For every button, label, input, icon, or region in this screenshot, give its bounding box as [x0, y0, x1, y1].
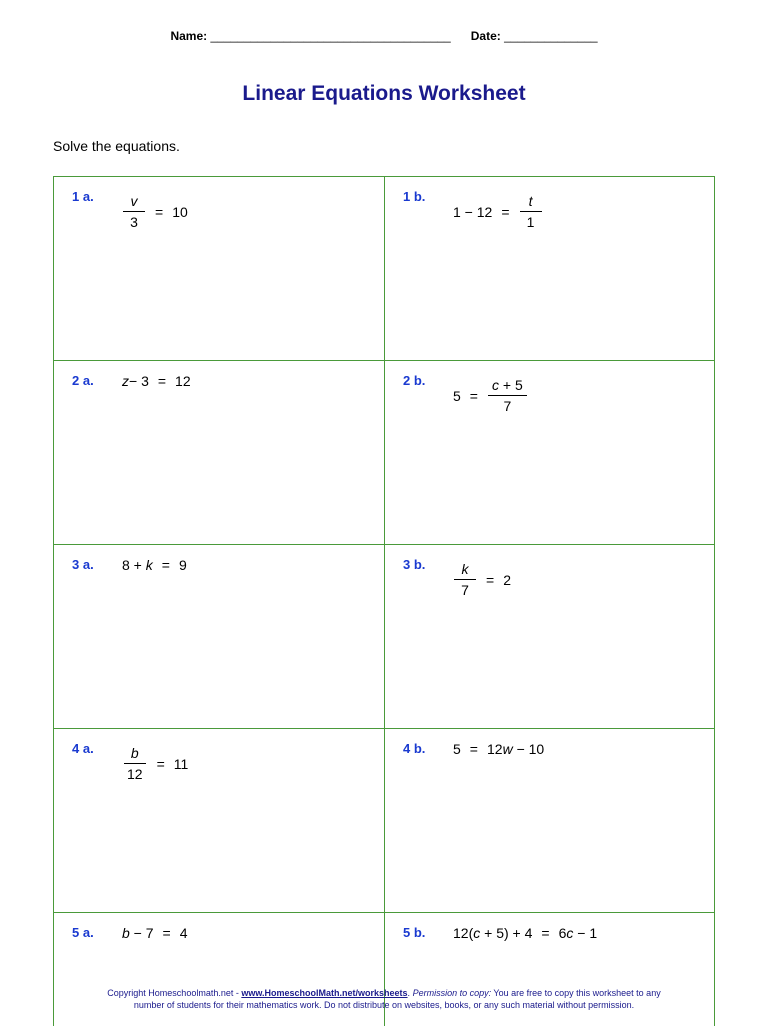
- fraction: [487, 377, 528, 414]
- footer-line-2: number of students for their mathematics work. Do not distribute on websites, books, or any such material without permission.: [133, 1000, 635, 1010]
- equals-sign: =: [469, 387, 478, 404]
- variable: c: [473, 925, 481, 941]
- equation: [453, 925, 597, 941]
- permission-label: Permission to copy:: [412, 988, 492, 998]
- variable: b: [122, 925, 130, 941]
- fraction: [122, 745, 148, 782]
- problem-cell-4a: [54, 729, 385, 913]
- equals-sign: =: [155, 203, 164, 220]
- date-line: ______________: [504, 29, 598, 43]
- denominator: 3: [130, 214, 138, 230]
- footer-separator: .: [407, 988, 413, 998]
- problem-cell-4b: [385, 729, 715, 913]
- lhs: 5: [453, 741, 461, 757]
- lhs-rest: − 7: [129, 925, 154, 941]
- problem-cell-2b: [385, 361, 715, 545]
- variable: w: [502, 741, 513, 757]
- numerator: [488, 377, 527, 396]
- equation: [122, 373, 191, 389]
- numerator: k: [454, 561, 476, 580]
- rhs: 9: [178, 557, 187, 573]
- equation: [453, 193, 543, 230]
- denominator: 1: [526, 214, 535, 230]
- denominator: 7: [461, 582, 469, 598]
- equals-sign: =: [541, 925, 550, 941]
- numerator: t: [520, 193, 542, 212]
- problem-grid: [53, 176, 715, 1026]
- problem-cell-2a: [54, 361, 385, 545]
- header: [0, 29, 768, 43]
- equation: [453, 561, 511, 598]
- variable: k: [145, 557, 153, 573]
- numerator-variable: c: [491, 377, 499, 393]
- equation: [122, 193, 188, 230]
- equation: [122, 925, 188, 941]
- rhs: 12: [175, 373, 191, 389]
- problem-label: 2 a.: [72, 373, 94, 388]
- rhs-rest: − 10: [512, 741, 545, 757]
- problem-label: 3 b.: [403, 557, 426, 572]
- equals-sign: =: [161, 557, 170, 573]
- rhs-rest: − 1: [573, 925, 598, 941]
- permission-text: You are free to copy this worksheet to any: [491, 988, 661, 998]
- date-label: Date:: [470, 29, 501, 43]
- worksheets-link[interactable]: www.HomeschoolMath.net/worksheets: [241, 988, 408, 998]
- numerator-rest: + 5: [498, 377, 523, 393]
- equals-sign: =: [486, 571, 495, 588]
- equation: [453, 377, 528, 414]
- numerator: b: [124, 745, 146, 764]
- rhs: 10: [172, 203, 188, 220]
- rhs-pre: 6: [558, 925, 567, 941]
- rhs: 4: [179, 925, 188, 941]
- rhs-variable: c: [566, 925, 574, 941]
- problem-cell-1b: [385, 177, 715, 361]
- fraction: [122, 193, 146, 230]
- denominator: 12: [127, 766, 143, 782]
- fraction: [519, 193, 543, 230]
- equation: [453, 741, 544, 757]
- problem-cell-3b: [385, 545, 715, 729]
- equals-sign: =: [501, 203, 510, 220]
- worksheet-title: Linear Equations Worksheet: [242, 82, 526, 105]
- lhs: 1 − 12: [453, 203, 493, 220]
- problem-label: 1 b.: [403, 189, 426, 204]
- problem-label: 5 a.: [72, 925, 94, 940]
- numerator: v: [123, 193, 145, 212]
- rhs: 11: [173, 755, 189, 772]
- equals-sign: =: [156, 755, 165, 772]
- rhs: 2: [503, 571, 511, 588]
- lhs-pre: 8 +: [122, 557, 146, 573]
- problem-label: 4 b.: [403, 741, 426, 756]
- problem-label: 3 a.: [72, 557, 94, 572]
- instructions: Solve the equations.: [53, 138, 180, 154]
- denominator: 7: [503, 398, 512, 414]
- lhs-pre: 12(: [453, 925, 474, 941]
- lhs-rest: − 3: [129, 373, 149, 389]
- problem-label: 5 b.: [403, 925, 426, 940]
- name-line: ____________________________________: [210, 29, 451, 43]
- lhs: 5: [453, 387, 461, 404]
- problem-label: 4 a.: [72, 741, 94, 756]
- equation: [122, 745, 188, 782]
- problem-label: 1 a.: [72, 189, 94, 204]
- equals-sign: =: [157, 373, 167, 389]
- rhs-pre: 12: [486, 741, 503, 757]
- problem-label: 2 b.: [403, 373, 426, 388]
- problem-cell-1a: [54, 177, 385, 361]
- name-label: Name:: [170, 29, 208, 43]
- problem-cell-3a: [54, 545, 385, 729]
- equals-sign: =: [162, 925, 171, 941]
- copyright-text: Copyright Homeschoolmath.net -: [107, 988, 242, 998]
- equals-sign: =: [469, 741, 478, 757]
- lhs-mid: + 5) + 4: [480, 925, 533, 941]
- variable: z: [122, 373, 129, 389]
- fraction: [453, 561, 477, 598]
- equation: [122, 557, 187, 573]
- footer: [0, 987, 768, 1011]
- footer-line-1: [0, 987, 768, 999]
